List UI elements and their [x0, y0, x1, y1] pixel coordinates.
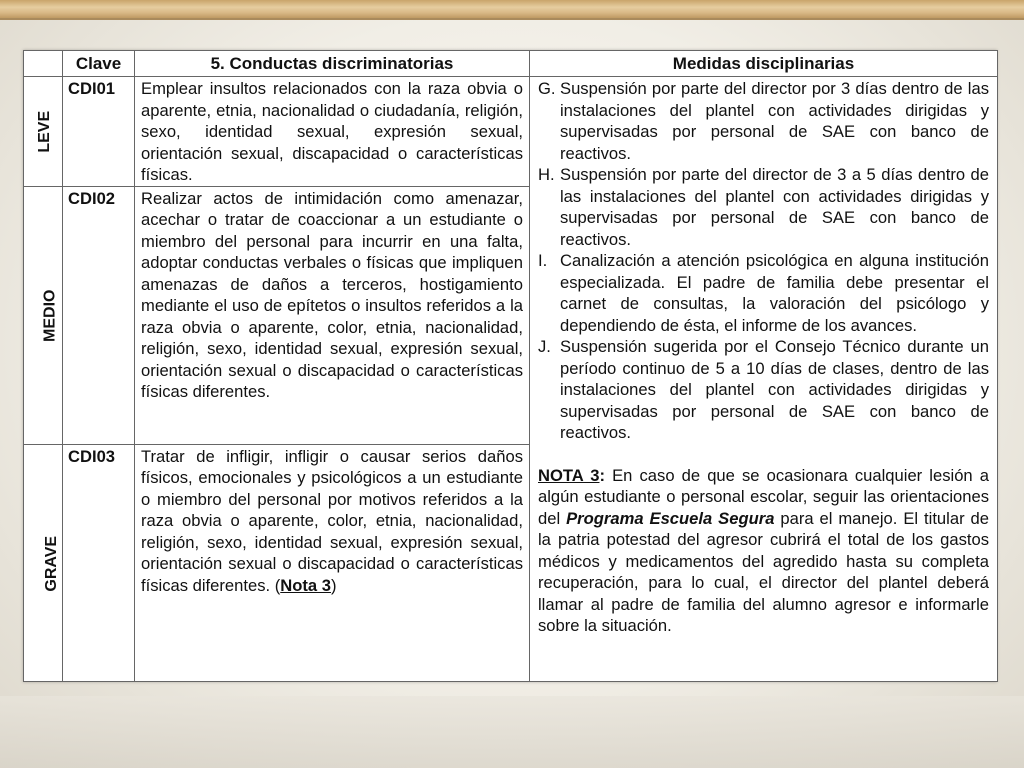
- description-text: Tratar de infligir, infligir o causar serios daños físicos, emocionales y psicológicos a un estudiante o miembro del personal por motivos referidos a la raza obvia o aparente, color, etnia, nacionalidad, religión, sexo, identidad sexual, expresión sexual, orientación sexual o discapacidad o características físicas diferentes. (: [141, 446, 523, 595]
- nota-text-after: para el manejo. El titular de la patria potestad del agresor cubrirá el total de los gastos médicos y medicamentos del agredido hasta su completa recuperación, para lo cual, el director del plantel deberá llamar al padre de familia del alumno agresor e informarle sobre la situación.: [538, 508, 989, 635]
- level-label: MEDIO: [41, 289, 59, 342]
- table-header-row: [24, 51, 998, 77]
- measure-letter: J.: [538, 337, 551, 356]
- level-label: LEVE: [36, 110, 54, 153]
- table-row: [24, 77, 998, 187]
- code-cell: CDI02: [63, 186, 135, 444]
- nota-label: NOTA 3: [538, 465, 600, 485]
- top-band-divider: [0, 18, 1024, 20]
- measure-letter: H.: [538, 165, 555, 184]
- list-item: [538, 336, 989, 444]
- nota-3-paragraph: [538, 465, 989, 637]
- description-cell: Emplear insultos relacionados con la raza obvia o aparente, etnia, nacionalidad o ciudadanía, religión, sexo, identidad sexual, expresión sexual, orientación sexual, discapacidad o características físicas.: [135, 77, 530, 187]
- level-cell: [24, 186, 63, 444]
- nota-3-reference: Nota 3: [280, 575, 331, 595]
- list-item: [538, 164, 989, 250]
- measures-cell: [530, 77, 998, 682]
- level-cell: [24, 77, 63, 187]
- measure-text: Suspensión por parte del director por 3 días dentro de las instalaciones del plantel con actividades dirigidas y supervisadas por personal de SAE con banco de reactivos.: [560, 79, 989, 163]
- measure-text: Canalización a atención psicológica en alguna institución especializada. El padre de familia debe presentar el carnet de consultas, la valoración del psicólogo y dependiendo de ésta, el informe de los avances.: [560, 251, 989, 335]
- description-close: ): [330, 575, 337, 595]
- discipline-table: [23, 50, 998, 682]
- nota-text-before: En caso de que se ocasionara cualquier lesión a algún estudiante o personal escolar, seguir las orientaciones del: [538, 465, 989, 528]
- list-item: [538, 78, 989, 164]
- description-cell: [135, 444, 530, 682]
- level-cell: [24, 444, 63, 682]
- nota-colon: :: [599, 465, 606, 485]
- code-cell: CDI03: [63, 444, 135, 682]
- header-conductas: 5. Conductas discriminatorias: [135, 51, 530, 77]
- top-decorative-band: [0, 0, 1024, 18]
- header-medidas: Medidas disciplinarias: [530, 51, 998, 77]
- level-label: GRAVE: [43, 535, 61, 592]
- header-clave: Clave: [63, 51, 135, 77]
- measure-letter: I.: [538, 251, 548, 270]
- code-cell: CDI01: [63, 77, 135, 187]
- bottom-decorative-band: [0, 696, 1024, 768]
- measure-text: Suspensión sugerida por el Consejo Técnico durante un período continuo de 5 a 10 días de clases, dentro de las instalaciones del plantel con actividades dirigidas y supervisadas por personal de SAE con banco de reactivos.: [560, 337, 989, 442]
- header-level-blank: [24, 51, 63, 77]
- measures-list: [538, 78, 989, 444]
- list-item: [538, 250, 989, 336]
- program-name: Programa Escuela Segura: [566, 508, 775, 528]
- measure-letter: G.: [538, 79, 556, 98]
- description-cell: Realizar actos de intimidación como amenazar, acechar o tratar de coaccionar a un estudiante o miembro del personal para incurrir en una falta, adoptar conductas verbales o físicas que impliquen amenazas de daños a terceros, hostigamiento mediante el uso de epítetos o insultos referidos a la raza obvia o aparente, color, etnia, nacionalidad, religión, sexo, identidad sexual, expresión sexual, orientación sexual o discapacidad o características físicas diferentes.: [135, 186, 530, 444]
- measure-text: Suspensión por parte del director de 3 a 5 días dentro de las instalaciones del plantel con actividades dirigidas y supervisadas por personal de SAE con banco de reactivos.: [560, 165, 989, 249]
